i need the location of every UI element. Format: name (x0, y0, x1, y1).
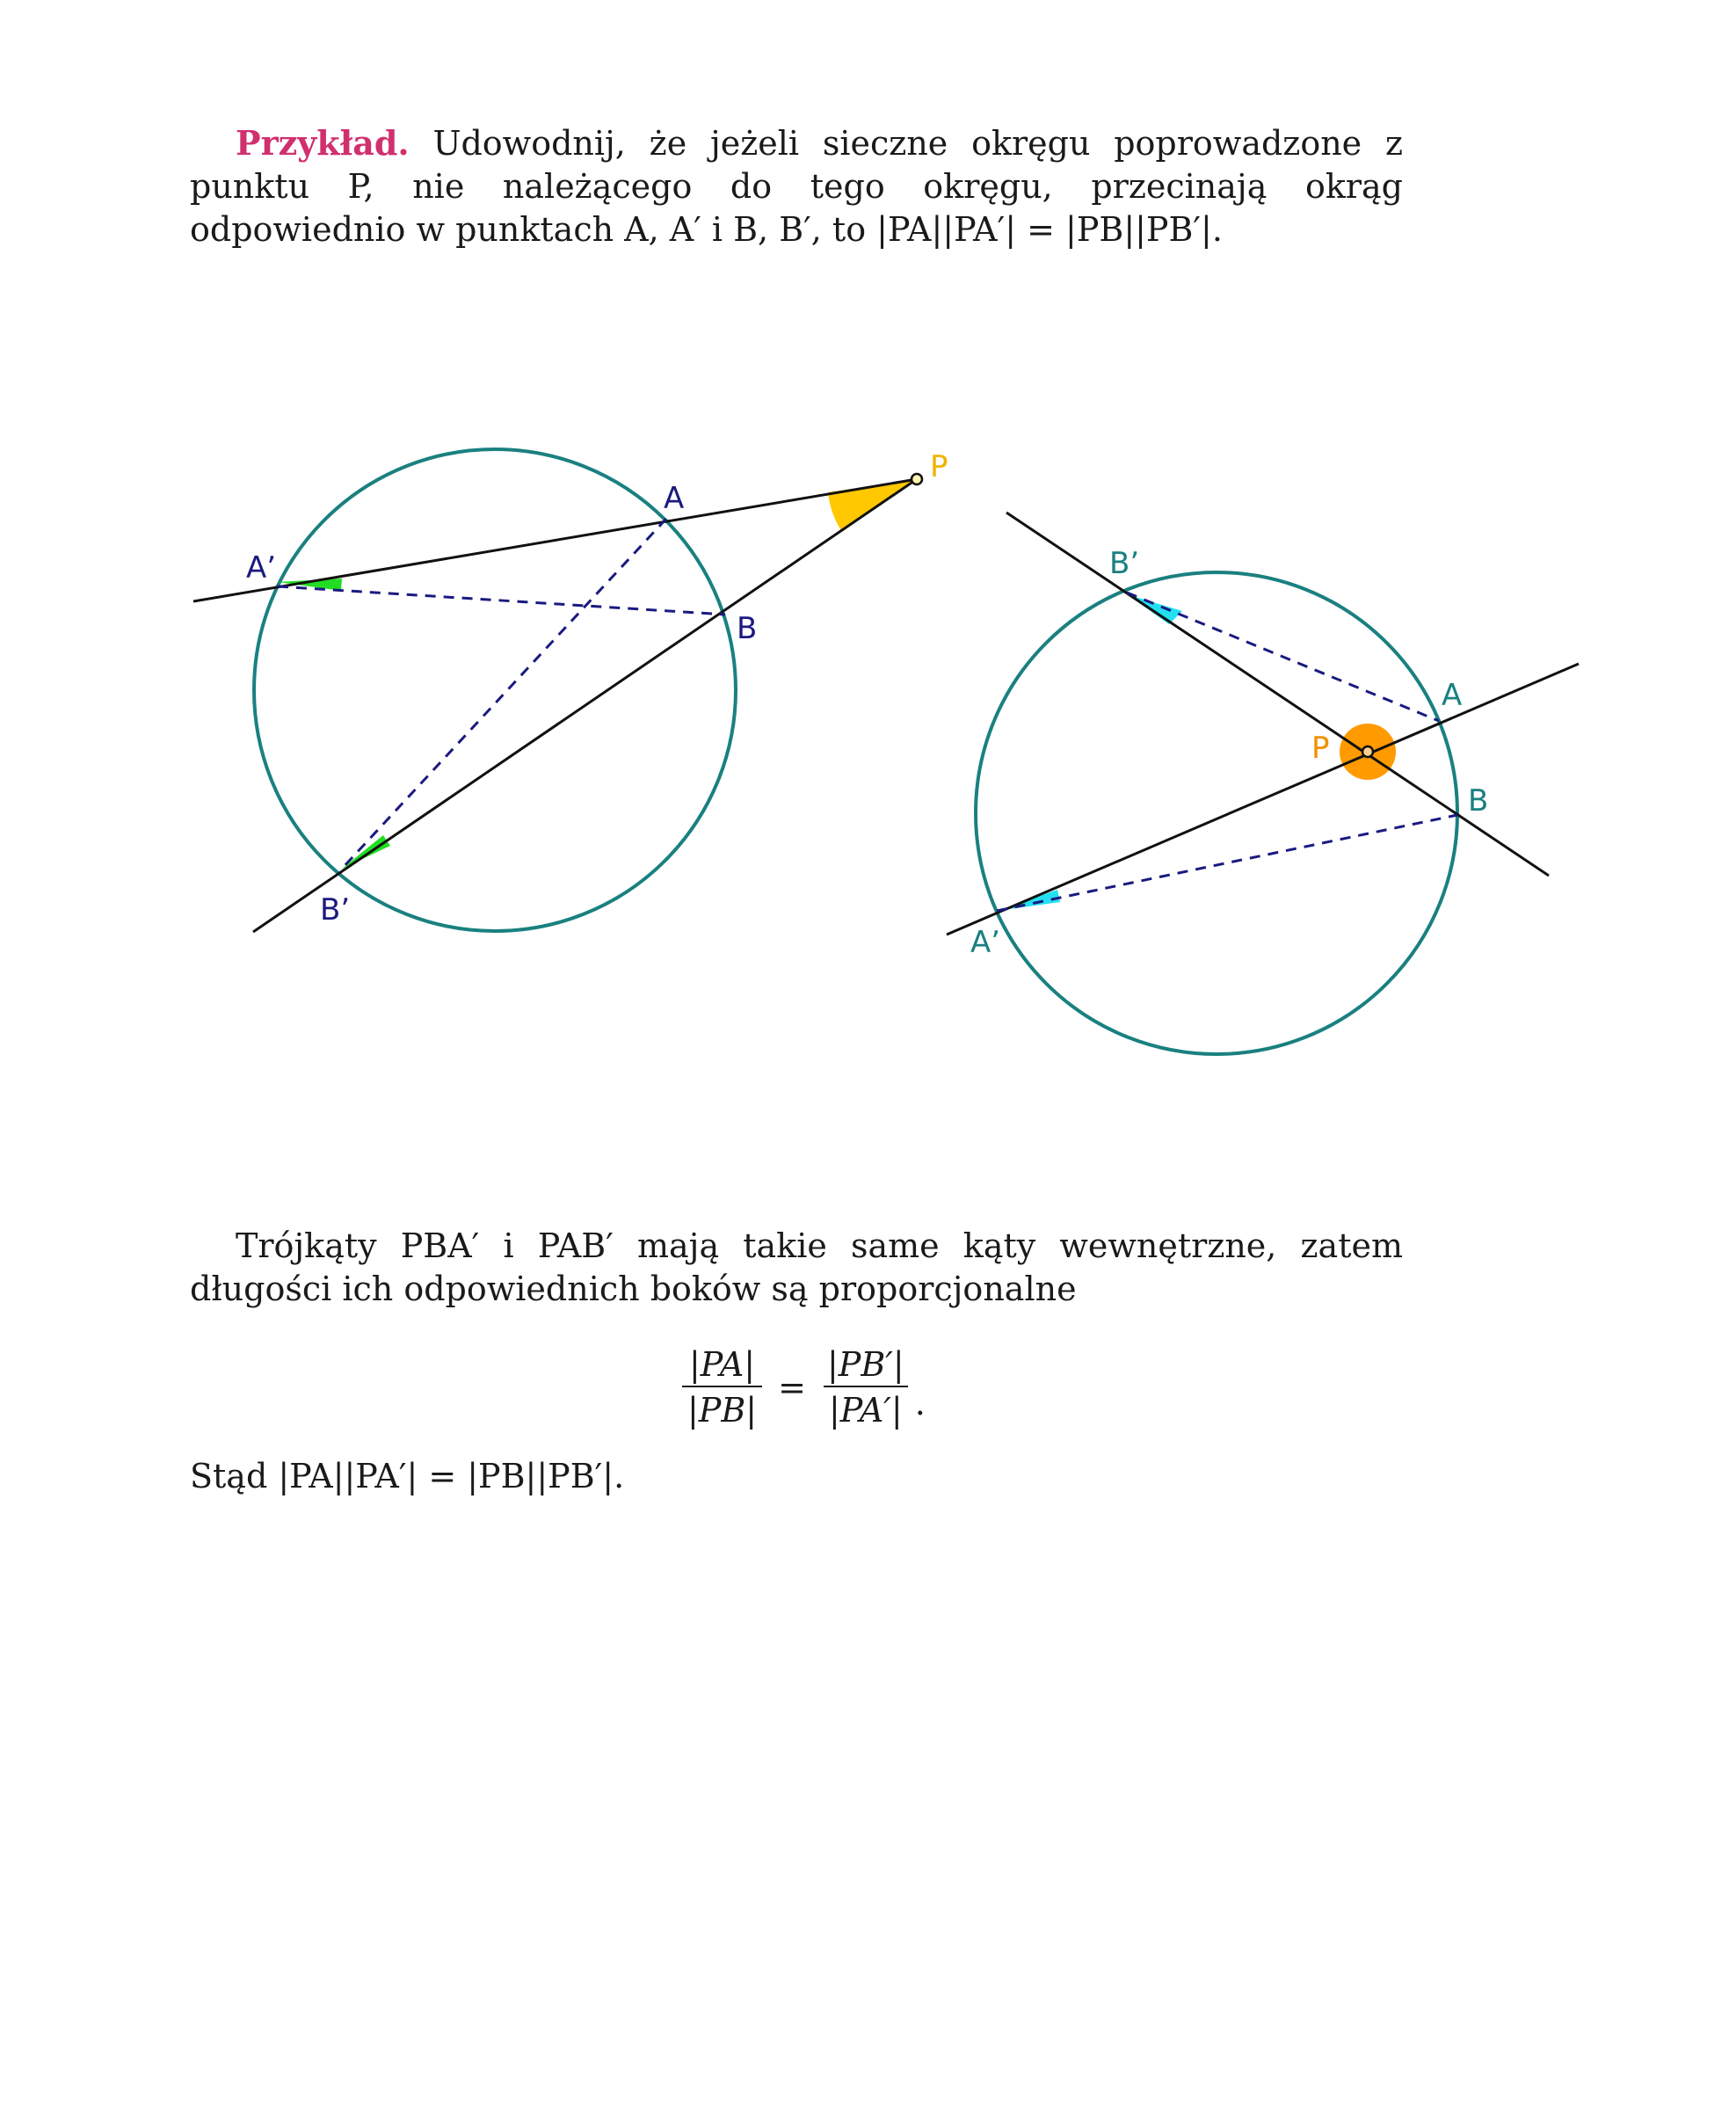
left-numerator: |PA| (688, 1345, 756, 1384)
left-point-p (912, 474, 922, 484)
right-label-a: A (1442, 678, 1463, 713)
left-chord-a-b-prime (342, 519, 666, 869)
left-chord-a-prime-b (278, 586, 725, 615)
left-denominator: |PB| (682, 1386, 762, 1430)
right-denominator: |PA′| (824, 1386, 908, 1430)
right-circle (976, 572, 1457, 1054)
left-label-a-prime: A’ (246, 550, 277, 586)
right-label-b-prime: B’ (1109, 546, 1140, 581)
right-secant-b (1006, 513, 1549, 876)
right-label-a-prime: A’ (970, 925, 1001, 960)
example-paragraph (190, 121, 1403, 251)
example-label: Przykład. (236, 123, 410, 163)
left-label-a: A (664, 481, 685, 516)
right-label-p: P (1311, 731, 1330, 766)
figures (0, 413, 1736, 1134)
right-label-b: B (1468, 783, 1489, 819)
conclusion: Stąd |PA||PA′| = |PB||PB′|. (190, 1457, 625, 1495)
right-chord-a-prime-b (997, 815, 1457, 911)
figure-right (947, 513, 1579, 1054)
left-fraction (682, 1345, 762, 1430)
left-label-b: B (737, 611, 758, 646)
figure-left (193, 449, 948, 932)
proportion-formula (677, 1345, 926, 1430)
left-secant-b (253, 479, 917, 932)
right-fraction (822, 1345, 910, 1430)
left-angle-b-prime (342, 835, 390, 869)
equals-sign: = (778, 1368, 806, 1407)
left-secant-a (193, 479, 917, 601)
example-statement: Udowodnij, że jeżeli sieczne okręgu poprowadzone z punktu P, nie należącego do tego okręgu, przecinają okrąg odpowiednio w punktach A, A′ i B, B′, to |PA||PA′| = |PB||PB′|. (190, 124, 1403, 249)
formula-period: . (914, 1384, 926, 1423)
left-label-b-prime: B’ (320, 892, 351, 928)
right-numerator: |PB′| (826, 1345, 904, 1384)
right-point-p (1362, 746, 1373, 757)
left-label-p: P (930, 449, 948, 484)
proof-paragraph: Trójkąty PBA′ i PAB′ mają takie same kąty wewnętrzne, zatem długości ich odpowiednich boków są proporcjonalne (190, 1226, 1403, 1308)
